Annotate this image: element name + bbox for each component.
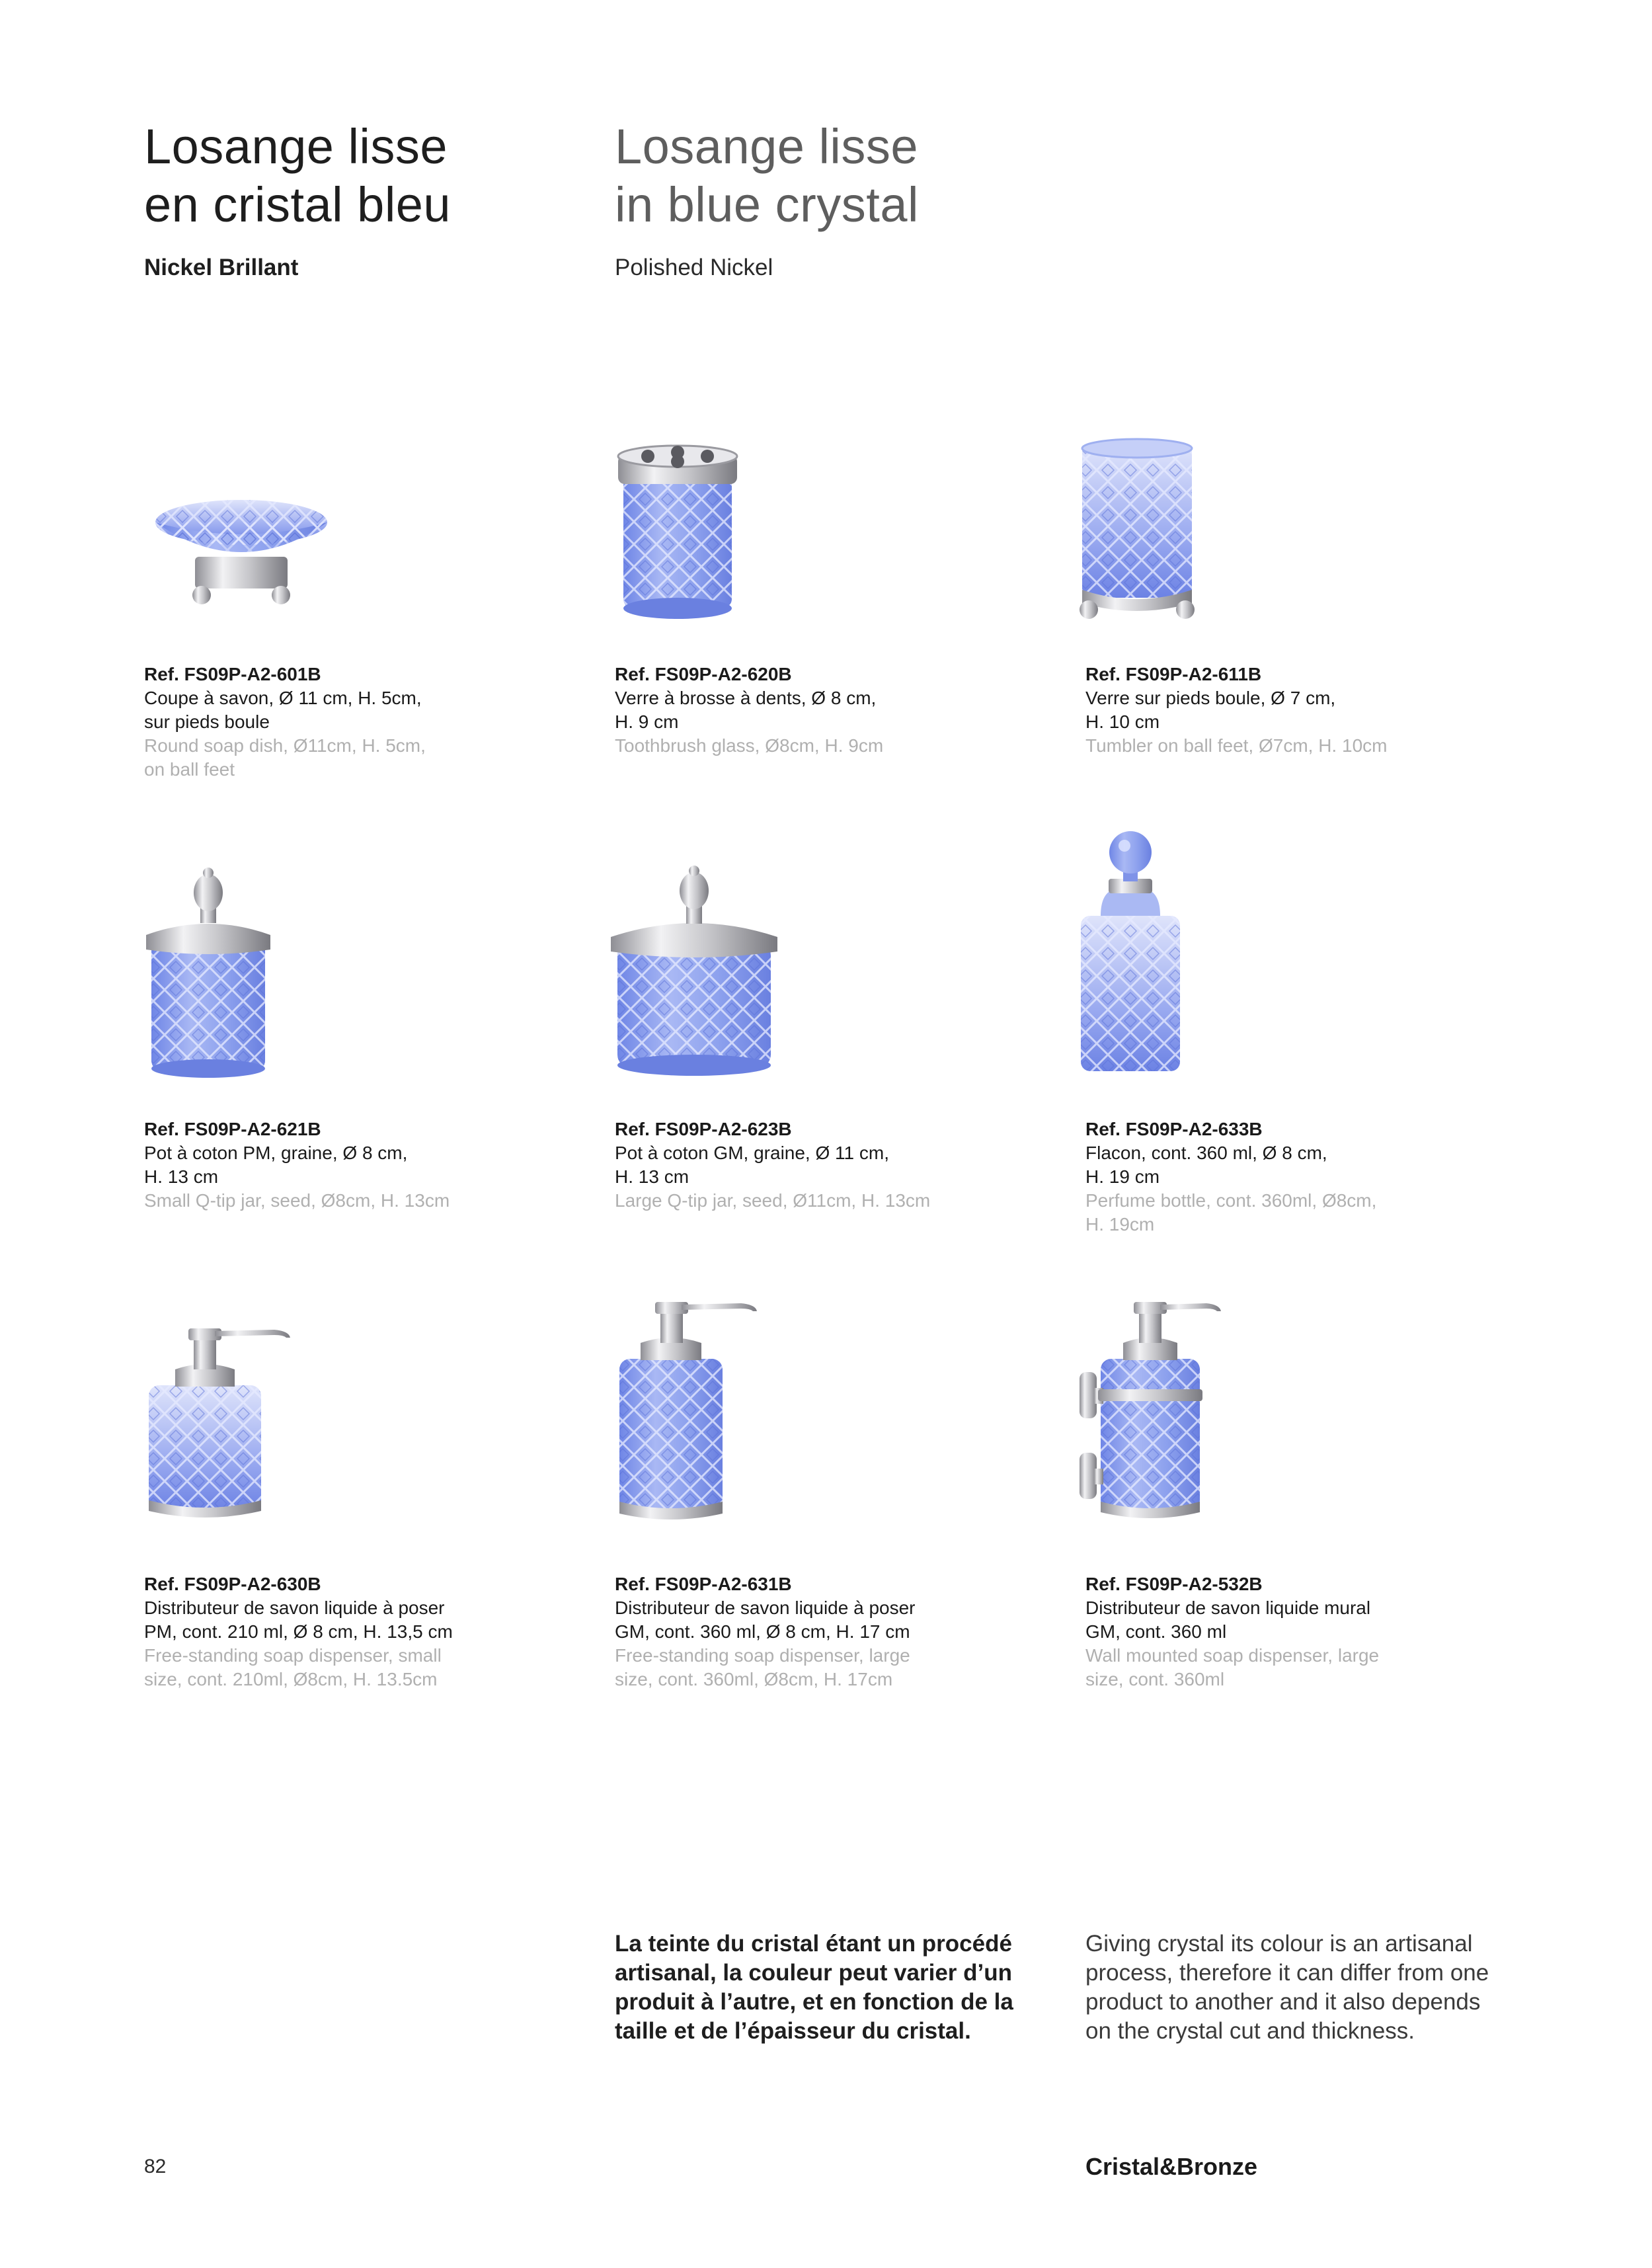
product-desc-en: Free-standing soap dispenser, small size, cont. 210ml, Ø8cm, H. 13.5cm (144, 1645, 442, 1689)
title-fr-line-2: en cristal bleu (144, 177, 452, 232)
product-ref: Ref. FS09P-A2-620B (615, 664, 792, 684)
product-desc-fr: Pot à coton PM, graine, Ø 8 cm, H. 13 cm (144, 1143, 408, 1187)
tumbler-icon (1074, 436, 1200, 625)
product-desc-en: Round soap dish, Ø11cm, H. 5cm, on ball feet (144, 735, 426, 780)
product-caption-623b (615, 1117, 1038, 1213)
perfume-bottle-icon (1074, 830, 1187, 1078)
product-desc-fr: Distributeur de savon liquide à poser GM, cont. 360 ml, Ø 8 cm, H. 17 cm (615, 1598, 916, 1642)
soap-dish-icon (149, 483, 334, 615)
product-caption-631b (615, 1572, 1038, 1691)
brand-name: Cristal&Bronze (1085, 2153, 1258, 2180)
product-desc-en: Toothbrush glass, Ø8cm, H. 9cm (615, 735, 884, 756)
product-desc-en: Large Q-tip jar, seed, Ø11cm, H. 13cm (615, 1190, 931, 1211)
product-caption-633b (1085, 1117, 1509, 1236)
product-caption-620b (615, 663, 1038, 758)
page-title-en (615, 118, 919, 234)
product-desc-fr: Distributeur de savon liquide mural GM, cont. 360 ml (1085, 1598, 1371, 1642)
page-title-fr (144, 118, 451, 234)
product-ref: Ref. FS09P-A2-633B (1085, 1119, 1263, 1139)
product-ref: Ref. FS09P-A2-631B (615, 1574, 792, 1594)
page-number: 82 (144, 2156, 167, 2177)
product-desc-fr: Verre à brosse à dents, Ø 8 cm, H. 9 cm (615, 688, 877, 732)
small-soap-dispenser-icon (142, 1313, 301, 1524)
large-soap-dispenser-icon (611, 1286, 770, 1524)
product-desc-en: Wall mounted soap dispenser, large size, cont. 360ml (1085, 1645, 1380, 1689)
product-ref: Ref. FS09P-A2-601B (144, 664, 321, 684)
product-desc-fr: Distributeur de savon liquide à poser PM, cont. 210 ml, Ø 8 cm, H. 13,5 cm (144, 1598, 453, 1642)
toothbrush-glass-icon (611, 443, 744, 622)
product-caption-621b (144, 1117, 567, 1213)
title-en-line-2: in blue crystal (615, 177, 919, 232)
product-desc-fr: Coupe à savon, Ø 11 cm, H. 5cm, sur pieds boule (144, 688, 422, 732)
product-caption-630b (144, 1572, 567, 1691)
product-caption-611b (1085, 663, 1509, 758)
product-desc-en: Free-standing soap dispenser, large size, cont. 360ml, Ø8cm, H. 17cm (615, 1645, 910, 1689)
product-desc-en: Small Q-tip jar, seed, Ø8cm, H. 13cm (144, 1190, 450, 1211)
title-en-line-1: Losange lisse (615, 119, 919, 174)
small-jar-icon (142, 866, 274, 1078)
product-caption-601b (144, 663, 567, 782)
finish-label-en: Polished Nickel (615, 255, 773, 280)
product-ref: Ref. FS09P-A2-532B (1085, 1574, 1263, 1594)
product-ref: Ref. FS09P-A2-611B (1085, 664, 1262, 684)
product-caption-532b (1085, 1572, 1509, 1691)
crystal-colour-note-fr: La teinte du cristal étant un procédé artisanal, la couleur peut varier d’un produit à l’autre, et en fonction de la taille et de l’épaisseur du cristal. (615, 1931, 1013, 2044)
wall-soap-dispenser-icon (1074, 1286, 1226, 1524)
finish-label-fr: Nickel Brillant (144, 255, 299, 280)
product-ref: Ref. FS09P-A2-630B (144, 1574, 321, 1594)
product-desc-en: Tumbler on ball feet, Ø7cm, H. 10cm (1085, 735, 1388, 756)
product-desc-fr: Verre sur pieds boule, Ø 7 cm, H. 10 cm (1085, 688, 1336, 732)
product-ref: Ref. FS09P-A2-623B (615, 1119, 792, 1139)
product-desc-fr: Pot à coton GM, graine, Ø 11 cm, H. 13 cm (615, 1143, 889, 1187)
product-ref: Ref. FS09P-A2-621B (144, 1119, 321, 1139)
title-fr-line-1: Losange lisse (144, 119, 448, 174)
product-desc-fr: Flacon, cont. 360 ml, Ø 8 cm, H. 19 cm (1085, 1143, 1327, 1187)
product-desc-en: Perfume bottle, cont. 360ml, Ø8cm, H. 19cm (1085, 1190, 1377, 1235)
crystal-colour-note-en: Giving crystal its colour is an artisanal process, therefore it can differ from one product to another and it also depends on the crystal cut and thickness. (1085, 1931, 1489, 2044)
large-jar-icon (608, 863, 780, 1078)
